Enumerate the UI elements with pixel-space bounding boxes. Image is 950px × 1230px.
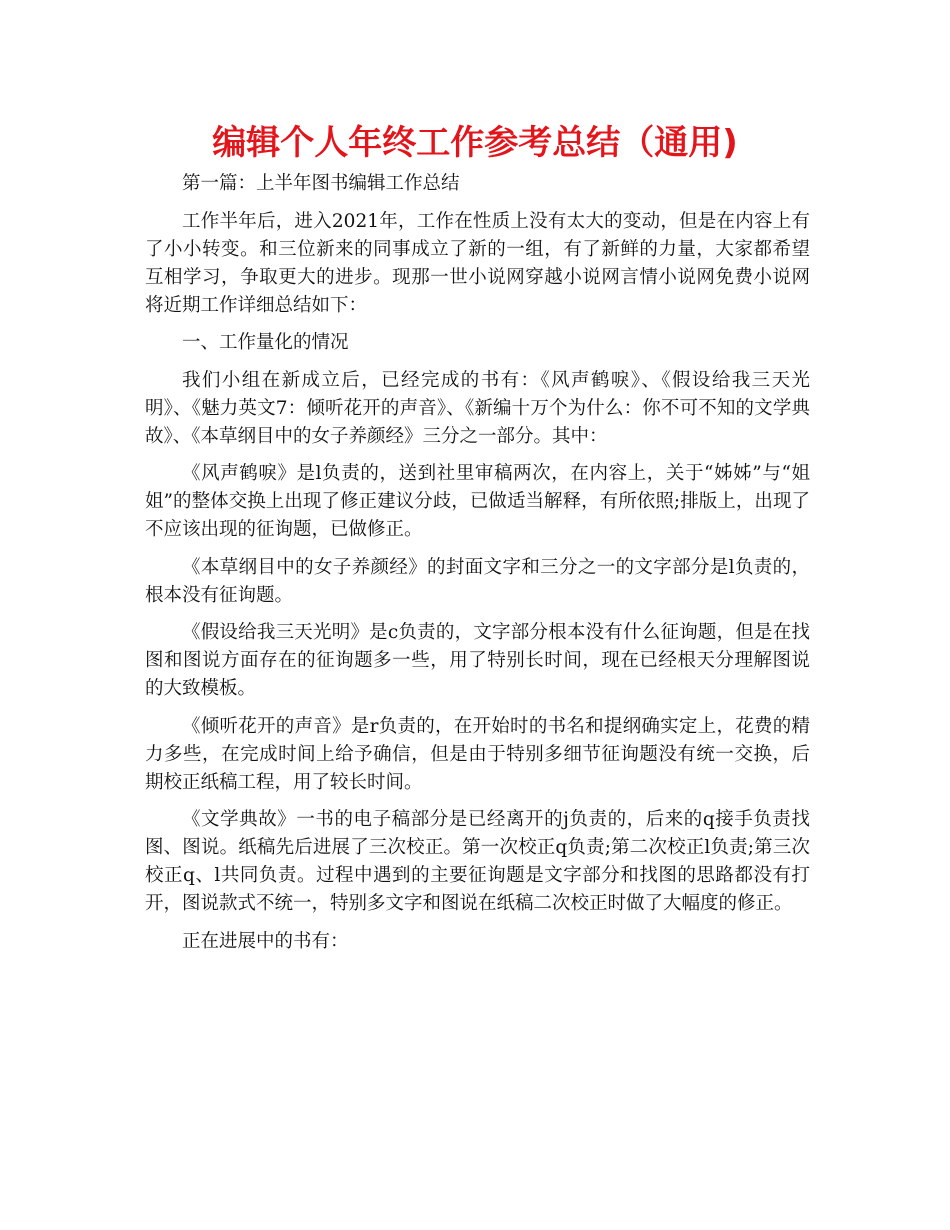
section-heading: 一、工作量化的情况 — [182, 332, 349, 353]
document-title: 编辑个人年终工作参考总结（通用) — [212, 123, 738, 163]
document-body — [145, 170, 810, 965]
body-paragraph: 正在进展中的书有： — [182, 930, 349, 952]
body-paragraph: 工作半年后，进入2021年，工作在性质上没有太大的变动，但是在内容上有了小小转变。和三位新来的同事成立了新的一组，有了新鲜的力量，大家都希望互相学习，争取更大的进步。现那一世小说网穿越小说网言情小说网免费小说网将近期工作详细总结如下： — [145, 210, 810, 316]
body-paragraph: 《倾听花开的声音》是r负责的，在开始时的书名和提纲确实定上，花费的精力多些，在完成时间上给予确信，但是由于特别多细节征询题没有统一交换，后期校正纸稿工程，用了较长时间。 — [145, 715, 810, 793]
body-paragraph: 《假设给我三天光明》是c负责的，文字部分根本没有什么征询题，但是在找图和图说方面存在的征询题多一些，用了特别长时间，现在已经根天分理解图说的大致模板。 — [145, 622, 810, 699]
body-paragraph: 《风声鹤唳》是l负责的，送到社里审稿两次，在内容上，关于“姊姊”与“姐姐”的整体交换上出现了修正建议分歧，已做适当解释，有所依照;排版上，出现了不应该出现的征询题，已做修正。 — [145, 463, 810, 540]
body-paragraph: 《本草纲目中的女子养颜经》的封面文字和三分之一的文字部分是l负责的，根本没有征询题。 — [145, 556, 810, 606]
body-paragraph: 我们小组在新成立后，已经完成的书有：《风声鹤唳》、《假设给我三天光明》、《魅力英文7：倾听花开的声音》、《新编十万个为什么：你不可不知的文学典故》、《本草纲目中的女子养颜经》三分之一部分。其中： — [145, 369, 810, 447]
body-paragraph: 《文学典故》一书的电子稿部分是已经离开的j负责的，后来的q接手负责找图、图说。纸稿先后进展了三次校正。第一次校正q负责;第二次校正l负责;第三次校正q、l共同负责。过程中遇到的主要征询题是文字部分和找图的思路都没有打开，图说款式不统一，特别多文字和图说在纸稿二次校正时做了大幅度的修正。 — [145, 809, 810, 914]
section-heading: 第一篇：上半年图书编辑工作总结 — [182, 173, 460, 194]
